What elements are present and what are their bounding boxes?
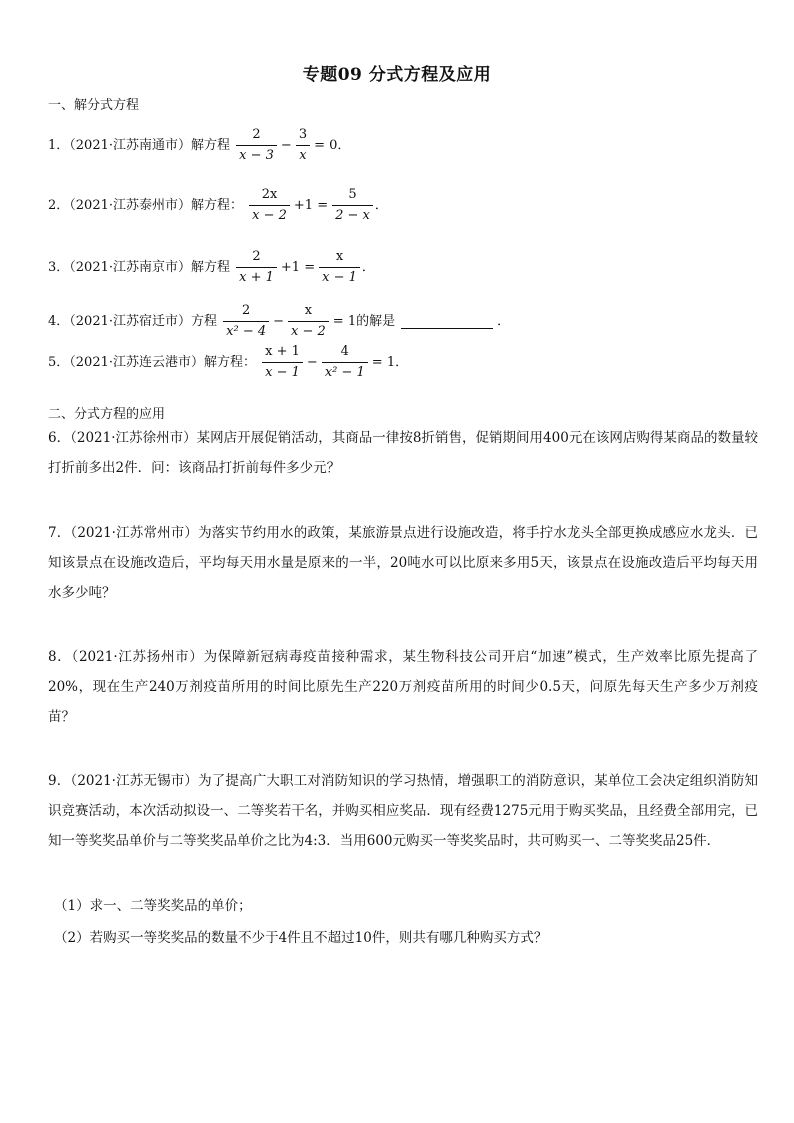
question-1 xyxy=(48,126,352,165)
fraction: $\frac{2}{x + 1}$ xyxy=(236,248,277,287)
question-5-equation: $\frac{x + 1}{x - 1}$ − $\frac{4}{\text{x² − 1}}$ = 1． xyxy=(260,343,410,382)
question-9: 9．（2021·江苏无锡市）为了提高广大职工对消防知识的学习热情，增强职工的消防意识，某单位工会决定组织消防知识竞赛活动，本次活动拟设一、二等奖若干名，并购买相应奖品．现有经费1275元用于购买奖品，且经费全部用完，已知一等奖奖品单价与二等奖奖品单价之比为4:3．当用600元购买一等奖奖品时，共可购买一、二等奖奖品25件． xyxy=(48,773,758,849)
question-6: 6．（2021·江苏徐州市）某网店开展促销活动，其商品一律按8折销售，促销期间用400元在该网店购得某商品的数量较打折前多出2件．问：该商品打折前每件多少元？ xyxy=(48,430,758,476)
answer-blank[interactable] xyxy=(401,314,493,329)
question-1-equation: $\frac{2}{x - 3}$ − $\frac{3}{x}$ = 0． xyxy=(234,126,352,165)
question-3-prefix: 3．（2021·江苏南京市）解方程 xyxy=(48,260,230,275)
question-4 xyxy=(48,302,510,341)
question-1-prefix: 1．（2021·江苏南通市）解方程 xyxy=(48,138,230,153)
question-2 xyxy=(48,186,388,225)
question-2-prefix: 2．（2021·江苏泰州市）解方程： xyxy=(48,198,243,213)
question-9-part-1: （1）求一、二等奖奖品的单价； xyxy=(54,898,252,914)
question-5-prefix: 5．（2021·江苏连云港市）解方程： xyxy=(48,355,256,370)
question-2-equation: $\frac{2x}{x - 2}$ +1 = $\frac{5}{2 - x}$ ． xyxy=(247,186,388,225)
question-9-part-2: （2）若购买一等奖奖品的数量不少于4件且不超过10件，则共有哪几种购买方式？ xyxy=(54,930,548,946)
fraction: $\frac{2}{\text{x² − 4}}$ xyxy=(223,302,269,341)
fraction: $\frac{2x}{x - 2}$ xyxy=(249,186,290,225)
question-3 xyxy=(48,248,375,287)
section-heading-solve: 一、解分式方程 xyxy=(48,98,140,113)
section-heading-application: 二、分式方程的应用 xyxy=(48,407,166,422)
question-4-equation: $\frac{2}{\text{x² − 4}}$ − $\frac{x}{x - 2}$ = 1的解是 ． xyxy=(221,302,510,341)
question-7: 7．（2021·江苏常州市）为落实节约用水的政策，某旅游景点进行设施改造，将手拧水龙头全部更换成感应水龙头．已知该景点在设施改造后，平均每天用水量是原来的一半，20吨水可以比原来多用5天，该景点在设施改造后平均每天用水多少吨？ xyxy=(48,525,758,601)
fraction: $\frac{x}{x - 2}$ xyxy=(288,302,329,341)
question-5 xyxy=(48,343,410,382)
fraction: $\frac{5}{2 - x}$ xyxy=(332,186,373,225)
question-3-equation: $\frac{2}{x + 1}$ +1 = $\frac{x}{x - 1}$ ． xyxy=(234,248,375,287)
fraction: $\frac{2}{x - 3}$ xyxy=(236,126,277,165)
fraction: $\frac{x + 1}{x - 1}$ xyxy=(262,343,303,382)
question-8: 8．（2021·江苏扬州市）为保障新冠病毒疫苗接种需求，某生物科技公司开启“加速”模式，生产效率比原先提高了20%，现在生产240万剂疫苗所用的时间比原先生产220万剂疫苗所用的时间少0.5天，问原先每天生产多少万剂疫苗？ xyxy=(48,649,758,725)
question-4-prefix: 4．（2021·江苏宿迁市）方程 xyxy=(48,314,217,329)
fraction: $\frac{3}{x}$ xyxy=(296,126,310,165)
fraction: $\frac{4}{\text{x² − 1}}$ xyxy=(322,343,368,382)
page-title: 专题09 分式方程及应用 xyxy=(302,65,492,85)
fraction: $\frac{x}{x - 1}$ xyxy=(319,248,360,287)
